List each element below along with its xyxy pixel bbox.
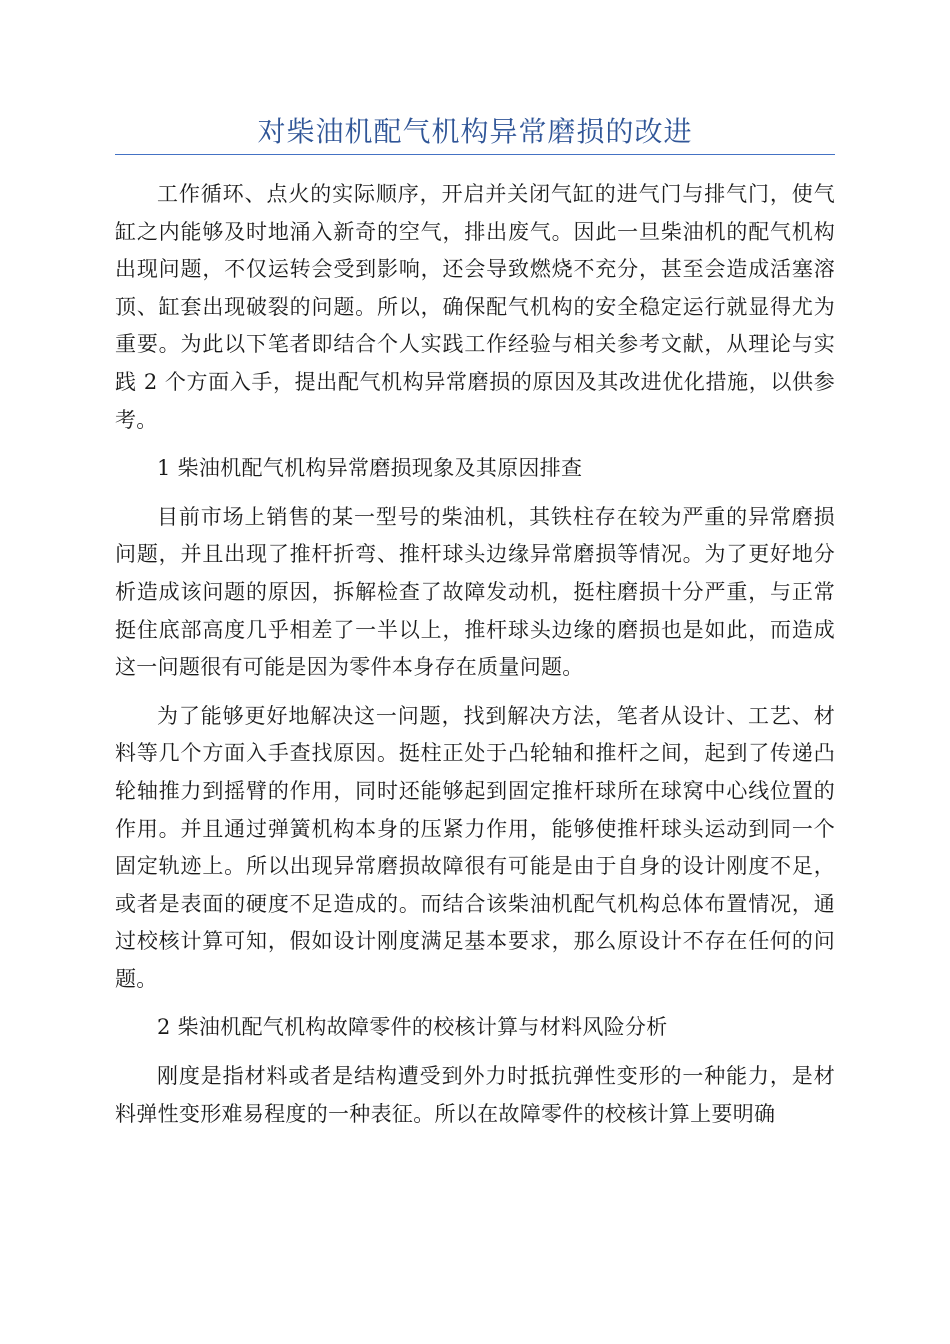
paragraph-stiffness: 刚度是指材料或者是结构遭受到外力时抵抗弹性变形的一种能力，是材料弹性变形难易程度的一种表征。所以在故障零件的校核计算上要明确 <box>115 1064 835 1126</box>
section-heading-2: 2 柴油机配气机构故障零件的校核计算与材料风险分析 <box>157 1015 668 1040</box>
document-title: 对柴油机配气机构异常磨损的改进 <box>257 115 693 148</box>
paragraph-wear-phenomenon: 目前市场上销售的某一型号的柴油机，其铁柱存在较为严重的异常磨损问题，并且出现了推杆折弯、推杆球头边缘异常磨损等情况。为了更好地分析造成该问题的原因，拆解检查了故障发动机，挺柱磨损十分严重，与正常挺住底部高度几乎相差了一半以上，推杆球头边缘的磨损也是如此，而造成这一问题很有可能是因为零件本身存在质量问题。 <box>115 504 835 680</box>
title-underline <box>115 154 835 155</box>
document-body <box>115 176 835 1144</box>
section-heading-1: 1 柴油机配气机构异常磨损现象及其原因排查 <box>157 456 583 481</box>
paragraph-cause-analysis: 为了能够更好地解决这一问题，找到解决方法，笔者从设计、工艺、材料等几个方面入手查找原因。挺柱正处于凸轮轴和推杆之间，起到了传递凸轮轴推力到摇臂的作用，同时还能够起到固定推杆球所在球窝中心线位置的作用。并且通过弹簧机构本身的压紧力作用，能够使推杆球头运动到同一个固定轨迹上。所以出现异常磨损故障很有可能是由于自身的设计刚度不足，或者是表面的硬度不足造成的。而结合该柴油机配气机构总体布置情况，通过校核计算可知，假如设计刚度满足基本要求，那么原设计不存在任何的问题。 <box>115 703 835 991</box>
paragraph-intro: 工作循环、点火的实际顺序，开启并关闭气缸的进气门与排气门，使气缸之内能够及时地涌入新奇的空气，排出废气。因此一旦柴油机的配气机构出现问题，不仅运转会受到影响，还会导致燃烧不充分，甚至会造成活塞溶顶、缸套出现破裂的问题。所以，确保配气机构的安全稳定运行就显得尤为重要。为此以下笔者即结合个人实践工作经验与相关参考文献，从理论与实践 2 个方面入手，提出配气机构异常磨损的原因及其改进优化措施，以供参考。 <box>115 182 835 432</box>
